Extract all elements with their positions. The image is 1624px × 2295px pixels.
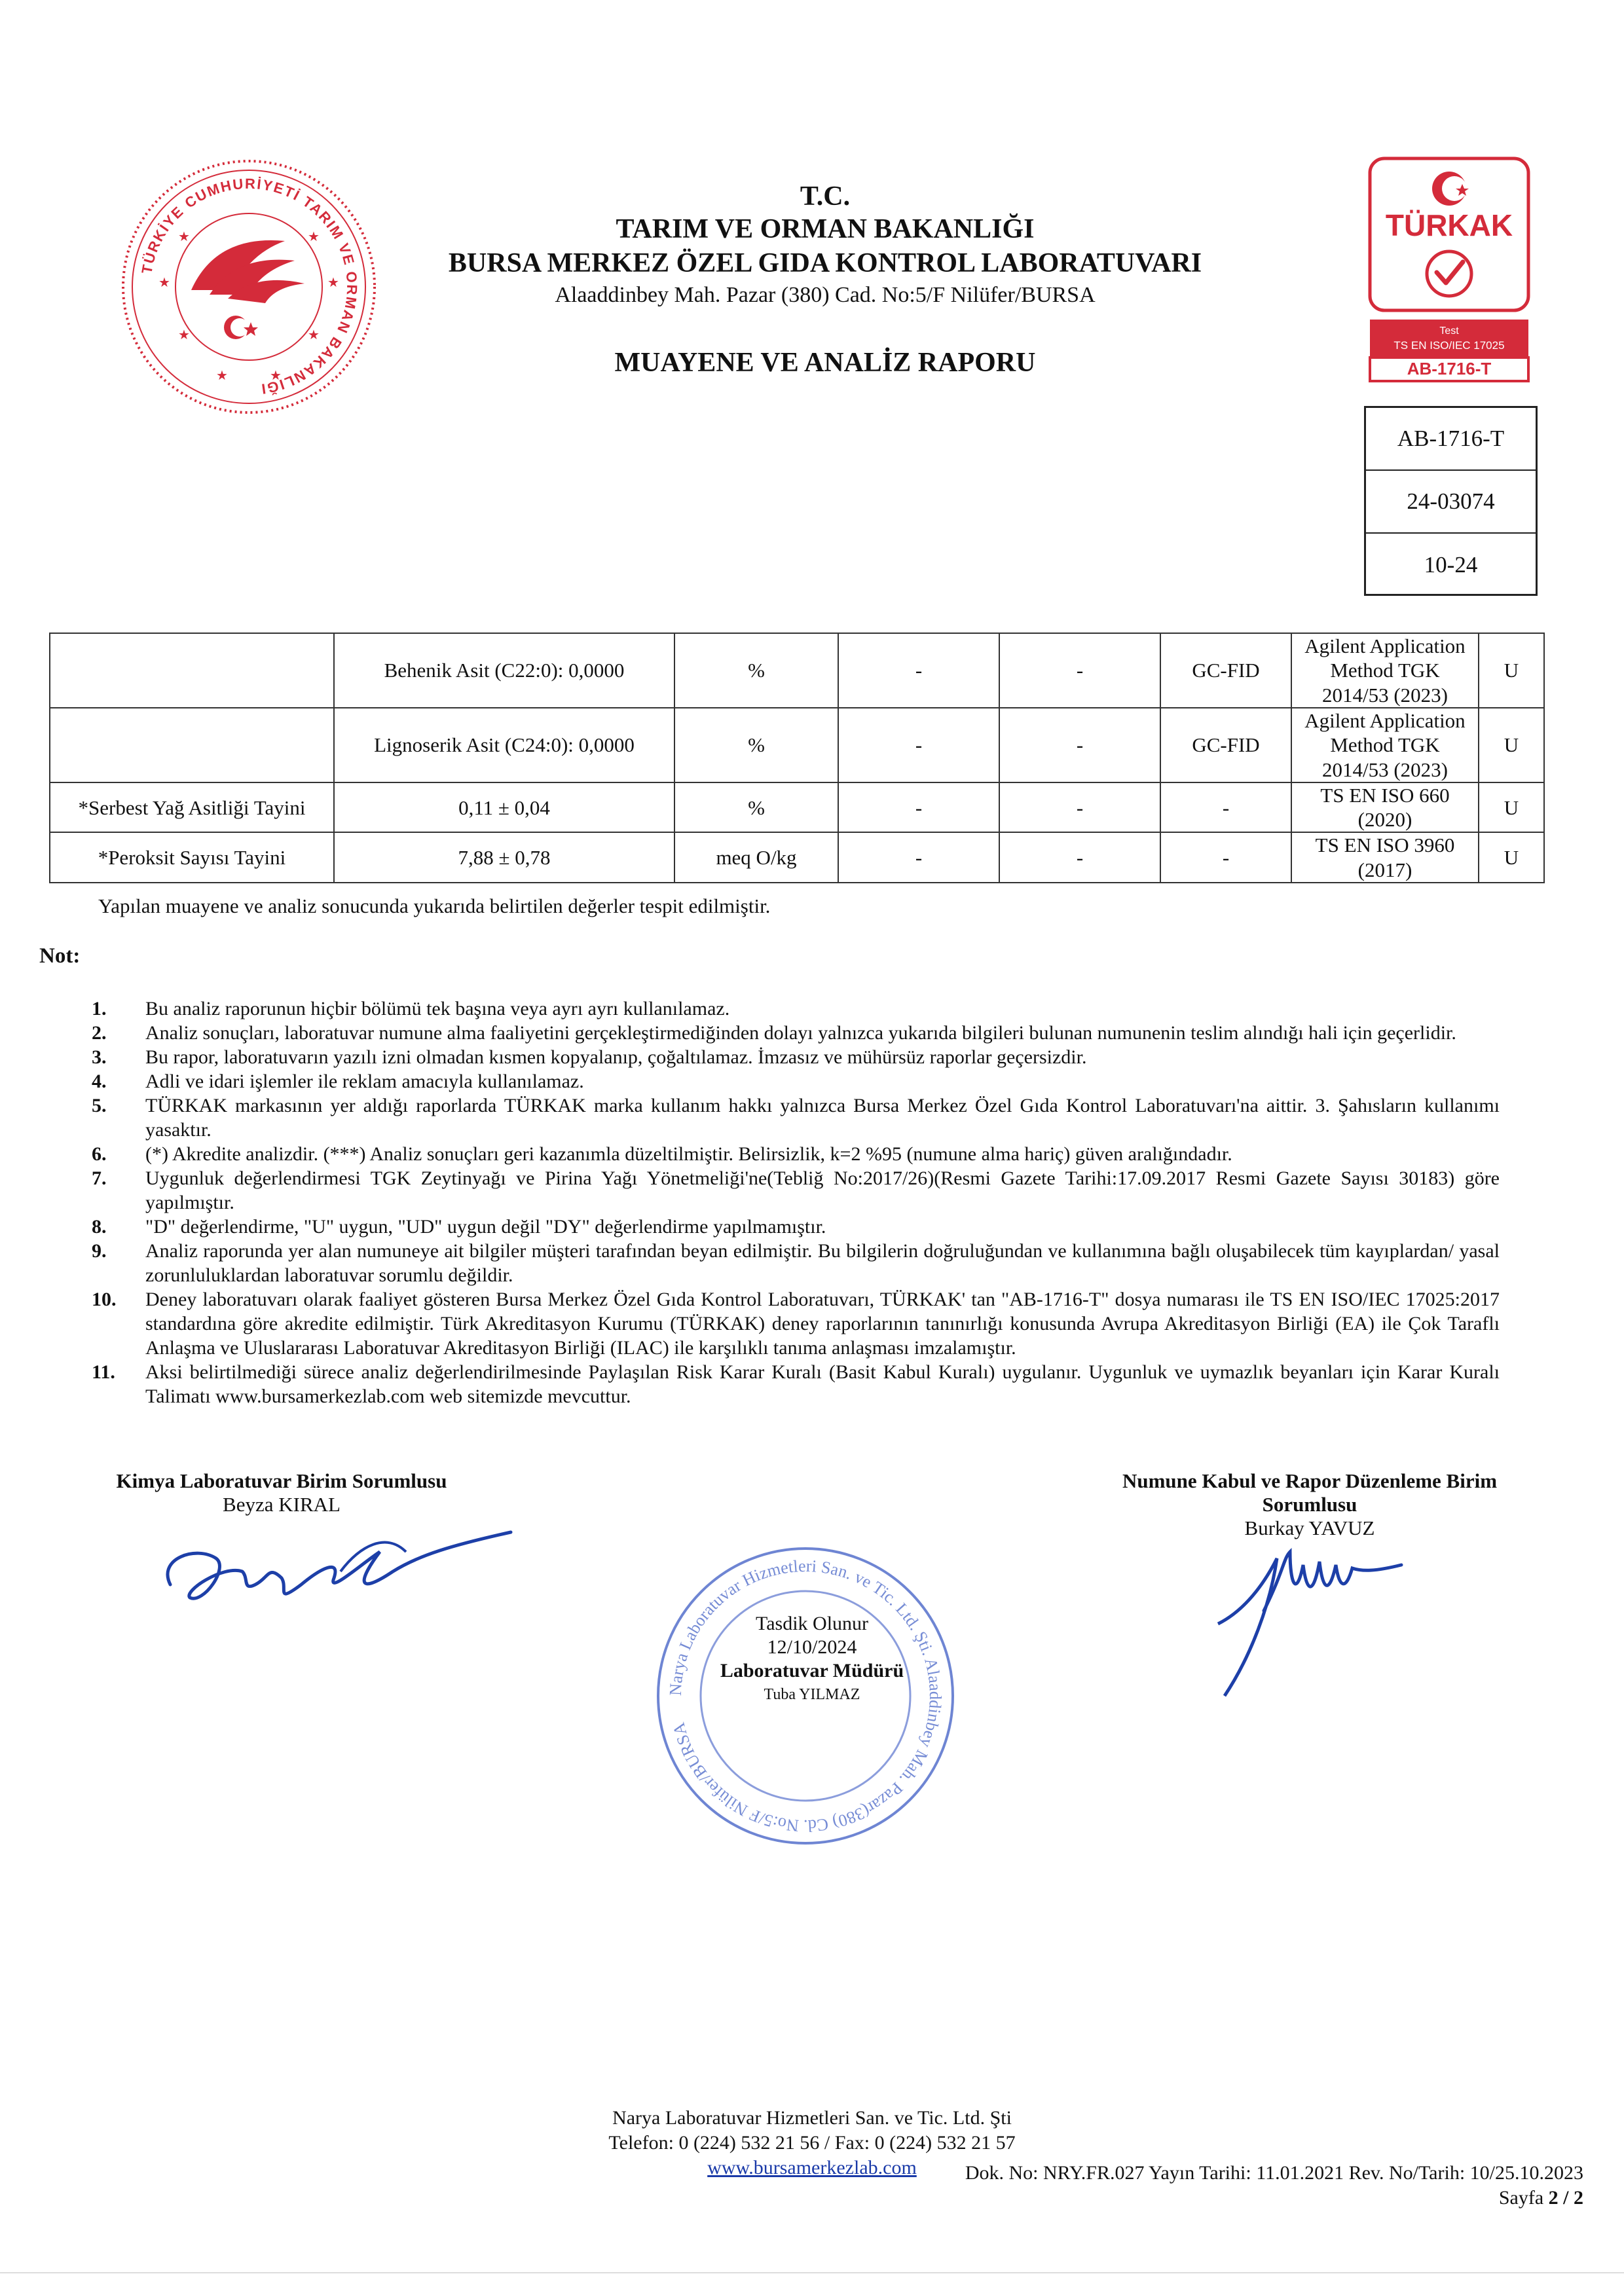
- approval-name: Tuba YILMAZ: [764, 1686, 860, 1703]
- turkak-standard-text: TS EN ISO/IEC 17025: [1393, 339, 1505, 352]
- note-number: 11.: [92, 1361, 115, 1383]
- results-table: [49, 633, 1545, 883]
- note-text: Bu rapor, laboratuvarın yazılı izni olmadan kısmen kopyalanıp, çoğaltılamaz. İmzasız ve mühürsüz raporlar geçersizdir.: [145, 1046, 1087, 1068]
- limit-cell: -: [999, 832, 1160, 882]
- header-address: Alaaddinbey Mah. Pazar (380) Cad. No:5/F Nilüfer/BURSA: [555, 283, 1096, 307]
- page-label: Sayfa: [1498, 2187, 1549, 2209]
- right-signatory-name: Burkay YAVUZ: [1244, 1516, 1375, 1539]
- note-number: 6.: [92, 1143, 107, 1165]
- left-signatory-name: Beyza KIRAL: [223, 1493, 341, 1516]
- turkak-accreditation-logo: [1367, 156, 1531, 384]
- results-statement: Yapılan muayene ve analiz sonucunda yukarıda belirtilen değerler tespit edilmiştir.: [98, 894, 771, 917]
- notes-list: [92, 997, 1500, 1408]
- svg-text:★: ★: [178, 229, 190, 244]
- note-number: 2.: [92, 1022, 107, 1044]
- limit-cell: -: [838, 832, 999, 882]
- note-text: "D" değerlendirme, "U" uygun, "UD" uygun değil "DY" değerlendirme yapılmamıştır.: [145, 1216, 826, 1238]
- right-signatory-title: Numune Kabul ve Rapor Düzenleme Birim Sorumlusu: [1122, 1469, 1498, 1516]
- svg-text:★: ★: [327, 274, 339, 290]
- note-text: Analiz sonuçları, laboratuvar numune alma faaliyetini gerçekleştirmediğinden dolayı yalnızca yukarıda bilgileri bulunan numunenin teslim alındığı hali için geçerlidir.: [145, 1022, 1456, 1044]
- list-item: [92, 1142, 1500, 1166]
- method-cell: Agilent Application Method TGK 2014/53 (2023): [1291, 708, 1479, 782]
- bottom-rule: [0, 2272, 1624, 2273]
- right-signature-icon: [1205, 1532, 1414, 1702]
- device-cell: GC-FID: [1160, 633, 1291, 708]
- test-name-cell: *Serbest Yağ Asitliği Tayini: [50, 782, 334, 832]
- note-number: 9.: [92, 1240, 107, 1262]
- note-text: (*) Akredite analizdir. (***) Analiz sonuçları geri kazanımla düzeltilmiştir. Belirsizlik, k=2 %95 (numune alma hariç) güven aralığındadır.: [145, 1143, 1232, 1165]
- list-item: [92, 1239, 1500, 1287]
- svg-text:★: ★: [216, 367, 228, 383]
- table-row: [50, 708, 1544, 782]
- limit-cell: -: [838, 633, 999, 708]
- evaluation-cell: U: [1479, 782, 1544, 832]
- unit-cell: %: [674, 708, 838, 782]
- list-item: [92, 1069, 1500, 1093]
- document-number: Dok. No: NRY.FR.027 Yayın Tarihi: 11.01.2021 Rev. No/Tarih: 10/25.10.2023: [965, 2162, 1583, 2184]
- table-row: [50, 832, 1544, 882]
- method-cell: TS EN ISO 3960 (2017): [1291, 832, 1479, 882]
- page-value: 2 / 2: [1548, 2187, 1583, 2209]
- header-lab-name: BURSA MERKEZ ÖZEL GIDA KONTROL LABORATUVARI: [448, 248, 1202, 278]
- limit-cell: -: [999, 633, 1160, 708]
- right-signature-block: [1100, 1469, 1519, 1540]
- document-info: [720, 2161, 1583, 2211]
- note-text: Bu analiz raporunun hiçbir bölümü tek başına veya ayrı ayrı kullanılamaz.: [145, 998, 730, 1019]
- note-number: 4.: [92, 1071, 107, 1092]
- note-number: 8.: [92, 1216, 107, 1238]
- footer-company: Narya Laboratuvar Hizmetleri San. ve Tic. Ltd. Şti: [612, 2107, 1012, 2129]
- note-number: 7.: [92, 1167, 107, 1189]
- approval-title: Laboratuvar Müdürü: [720, 1660, 904, 1681]
- note-number: 1.: [92, 998, 107, 1019]
- evaluation-cell: U: [1479, 633, 1544, 708]
- list-item: [92, 1215, 1500, 1239]
- test-name-cell: [50, 708, 334, 782]
- header-ministry: TARIM VE ORMAN BAKANLIĞI: [616, 214, 1035, 244]
- report-id-box: [1364, 406, 1538, 596]
- evaluation-cell: U: [1479, 832, 1544, 882]
- svg-text:★: ★: [158, 274, 170, 290]
- list-item: [92, 1360, 1500, 1408]
- note-text: Analiz raporunda yer alan numuneye ait bilgiler müşteri tarafından beyan edilmiştir. Bu bilgilerin doğruluğundan ve kullanımına bağlı oluşabilecek tüm kayıplardan/ yasal zorunluluklardan laboratuvar sorumlu değildir.: [145, 1240, 1500, 1286]
- method-cell: Agilent Application Method TGK 2014/53 (2023): [1291, 633, 1479, 708]
- table-row: [50, 782, 1544, 832]
- turkak-test-text: Test: [1439, 325, 1459, 337]
- note-number: 3.: [92, 1046, 107, 1068]
- evaluation-cell: U: [1479, 708, 1544, 782]
- test-name-cell: [50, 633, 334, 708]
- notes-label: Not:: [39, 944, 81, 968]
- svg-text:★: ★: [178, 327, 190, 342]
- approval-label: Tasdik Olunur: [755, 1613, 869, 1634]
- turkak-brand-text: TÜRKAK: [1385, 208, 1513, 242]
- limit-cell: -: [999, 782, 1160, 832]
- note-number: 5.: [92, 1095, 107, 1116]
- svg-text:★: ★: [270, 367, 282, 383]
- header-tc: T.C.: [800, 181, 851, 211]
- test-name-cell: *Peroksit Sayısı Tayini: [50, 832, 334, 882]
- note-text: Adli ve idari işlemler ile reklam amacıyla kullanılamaz.: [145, 1071, 584, 1092]
- note-text: Deney laboratuvarı olarak faaliyet gösteren Bursa Merkez Özel Gıda Kontrol Laboratuvarı, TÜRKAK' tan "AB-1716-T" dosya numarası ile TS EN ISO/IEC 17025:2017 standardına göre akredite edilmiştir. Türk Akreditasyon Kurumu (TÜRKAK) deney raporlarının tanınırlığı konusunda Avrupa Akreditasyon Birliği (EA) ile Çok Taraflı Anlaşma ve Uluslararası Laboratuvar Akreditasyon Birliği (ILAC) ile karşılıklı tanıma anlaşması imzalamıştır.: [145, 1289, 1500, 1359]
- unit-cell: %: [674, 782, 838, 832]
- result-cell: Lignoserik Asit (C24:0): 0,0000: [334, 708, 674, 782]
- report-title: MUAYENE VE ANALİZ RAPORU: [614, 348, 1036, 378]
- approval-date: 12/10/2024: [767, 1636, 857, 1658]
- note-text: Aksi belirtilmediği sürece analiz değerlendirilmesinde Paylaşılan Risk Karar Kuralı (Basit Kabul Kuralı) uygulanır. Uygunluk ve uymazlık beyanları için Karar Kuralı Talimatı www.bursamerkezlab.com web sitemizde mevcuttur.: [145, 1361, 1500, 1407]
- note-text: TÜRKAK markasının yer aldığı raporlarda TÜRKAK marka kullanım hakkı yalnızca Bursa Merkez Özel Gıda Kontrol Laboratuvarı'na aittir. 3. Şahısların kullanımı yasaktır.: [145, 1095, 1500, 1141]
- list-item: [92, 997, 1500, 1021]
- svg-text:★: ★: [308, 327, 320, 342]
- device-cell: -: [1160, 782, 1291, 832]
- footer-website-link[interactable]: www.bursamerkezlab.com: [707, 2157, 917, 2178]
- approval-block: [714, 1612, 910, 1706]
- footer-phone: Telefon: 0 (224) 532 21 56 / Fax: 0 (224) 532 21 57: [608, 2132, 1016, 2154]
- ministry-ring-text: TÜRKİYE CUMHURİYETİ TARIM VE ORMAN BAKANLIĞI: [138, 175, 361, 397]
- limit-cell: -: [838, 782, 999, 832]
- unit-cell: meq O/kg: [674, 832, 838, 882]
- report-number: 24-03074: [1366, 471, 1536, 534]
- result-cell: Behenik Asit (C22:0): 0,0000: [334, 633, 674, 708]
- stamp-ring-text: Narya Laboratuvar Hizmetleri San. ve Tic. Ltd. Şti. Alaaddinbey Mah. Pazar(380) Cd. No:5/F Nilüfer/BURSA: [665, 1556, 946, 1836]
- list-item: [92, 1045, 1500, 1069]
- limit-cell: -: [838, 708, 999, 782]
- left-signature-icon: [144, 1506, 524, 1624]
- list-item: [92, 1166, 1500, 1215]
- turkak-code-text: AB-1716-T: [1407, 359, 1492, 378]
- svg-text:★: ★: [308, 229, 320, 244]
- result-cell: 7,88 ± 0,78: [334, 832, 674, 882]
- unit-cell: %: [674, 633, 838, 708]
- limit-cell: -: [999, 708, 1160, 782]
- device-cell: GC-FID: [1160, 708, 1291, 782]
- table-row: [50, 633, 1544, 708]
- page-number: [720, 2186, 1583, 2211]
- note-number: 10.: [92, 1289, 117, 1310]
- method-cell: TS EN ISO 660 (2020): [1291, 782, 1479, 832]
- accreditation-number: AB-1716-T: [1366, 408, 1536, 471]
- report-sub-number: 10-24: [1424, 552, 1478, 578]
- list-item: [92, 1287, 1500, 1360]
- ministry-emblem-icon: [118, 156, 380, 418]
- list-item: [92, 1021, 1500, 1045]
- device-cell: -: [1160, 832, 1291, 882]
- result-cell: 0,11 ± 0,04: [334, 782, 674, 832]
- note-text: Uygunluk değerlendirmesi TGK Zeytinyağı ve Pirina Yağı Yönetmeliği'ne(Tebliğ No:2017/26)(Resmi Gazete Tarihi:17.09.2017 Resmi Gazete Sayısı 30183) göre yapılmıştır.: [145, 1167, 1500, 1213]
- left-signatory-title: Kimya Laboratuvar Birim Sorumlusu: [116, 1469, 447, 1492]
- list-item: [92, 1093, 1500, 1142]
